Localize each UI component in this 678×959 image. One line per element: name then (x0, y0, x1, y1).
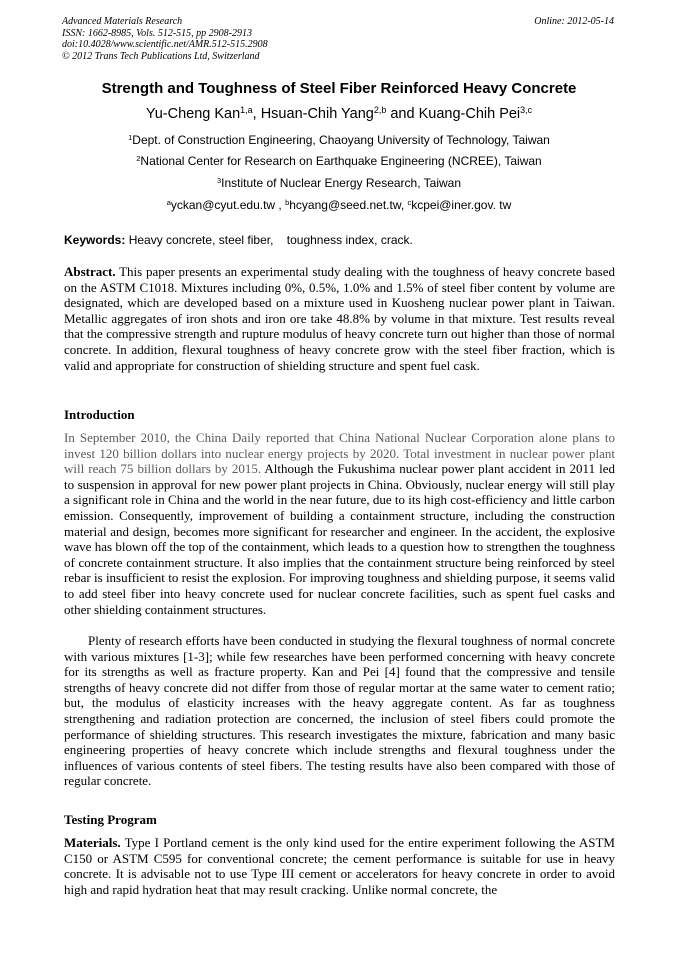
keywords-label: Keywords: (64, 233, 126, 247)
affiliation-text: National Center for Research on Earthquake Engineering (NCREE), Taiwan (140, 154, 542, 168)
introduction-heading: Introduction (64, 407, 135, 422)
paper-title: Strength and Toughness of Steel Fiber Reinforced Heavy Concrete (101, 80, 577, 97)
email-line (0, 198, 678, 212)
affiliation (0, 133, 678, 147)
affiliation-sup: 3 (216, 175, 222, 185)
author-list (0, 106, 678, 122)
keywords-text: Heavy concrete, steel fiber, toughness index, crack. (125, 233, 413, 247)
author-sup: 3,c (520, 105, 533, 116)
intro-text: Although the Fukushima nuclear power plant accident in 2011 led to suspension in approval for new power plant projects in China. Obviously, nuclear energy will still play a significant role in China and the world in the near future, due to its high cost-efficiency and little carbon emission. Consequently, improvement of building a containment structure, including the construction material and design, becomes more significant for researcher and engineer. In the accident, the explosive wave has blown off the top of the containment, which leads to a question how to strengthen the toughness of concrete containment structure. It also implies that the containment structure being reinforced by steel rebar is insufficient to resist the explosion. For improving toughness and shielding purpose, it seems valid to add steel fiber into heavy concrete used for nuclear concrete facilities, such as spent fuel casks and other shielding containment structures. (64, 461, 615, 617)
intro-gray-text: In September 2010, the China Daily reported that China National Nuclear Corporation alone plans to invest 120 billion dollars into nuclear energy projects by 2020. Total investment in nuclear power plant will reach 75 billion dollars by 2015. (64, 430, 615, 477)
affiliation-text: Dept. of Construction Engineering, Chaoyang University of Technology, Taiwan (132, 133, 550, 147)
online-date: Online: 2012-05-14 (534, 16, 614, 27)
author-name: and Kuang-Chih Pei (386, 106, 521, 122)
author-sup: 1,a (240, 105, 253, 116)
testing-program-heading: Testing Program (64, 812, 157, 827)
introduction-paragraph-2: Plenty of research efforts have been conducted in studying the flexural toughness of normal concrete with various mixtures [1-3]; while few researches have been performed concerning with heavy concrete for its strengths as well as fracture property. Kan and Pei [4] found that the compressive and tensile strengths of heavy concrete did not differ from those of regular mortar at the same water to cement ratio; but, the modulus of elasticity increases with the heavy aggregate content. As far as toughness strengthening and radiation protection are concerned, the inclusion of steel fibers could promote the performance of shielding structures. This research investigates the mixture, fabrication and many basic engineering properties of heavy concrete which include strengths and flexural toughness under the influences of various contents of steel fibers. The testing results have also been compared with those of regular concrete. (64, 633, 615, 789)
materials-text: Type I Portland cement is the only kind used for the entire experiment following the ASTM C150 or ASTM C595 for conventional concrete; the cement performance is suitable for use in heavy concrete. It is advisable not to use Type III cement or accelerators for heavy concrete in order to avoid high and rapid hydration heat that may result cracking. Unlike normal concrete, the (64, 835, 615, 897)
abstract-label: Abstract. (64, 264, 116, 279)
affiliation-text: Institute of Nuclear Energy Research, Taiwan (221, 176, 462, 190)
journal-name: Advanced Materials Research (62, 16, 183, 27)
affiliation (0, 154, 678, 168)
abstract-text: This paper presents an experimental study dealing with the toughness of heavy concrete based on the ASTM C1018. Mixtures including 0%, 0.5%, 1.0% and 1.5% of steel fiber content by volume are designated, which are developed based on a mixture used in Kuosheng nuclear power plant in Taiwan. Metallic aggregates of iron shots and iron ore take 48.8% by volume in that mixture. Test results reveal that the compressive strength and rupture modulus of heavy concrete turn out higher than those of normal concrete. In addition, flexural toughness of heavy concrete grow with the steel fiber fraction, which is valid and appropriate for construction of shielding structure and spent fuel cask. (64, 264, 615, 373)
email-sup: b (285, 197, 290, 207)
email-text: kcpei@iner.gov. tw (411, 198, 512, 212)
affiliation-sup: 2 (136, 153, 141, 163)
author-name: , Hsuan-Chih Yang (252, 106, 374, 122)
affiliation-sup: 1 (128, 132, 133, 142)
journal-header (62, 16, 268, 62)
email-text: hcyang@seed.net.tw, (289, 198, 408, 212)
author-name: Yu-Cheng Kan (145, 106, 241, 122)
keywords (64, 233, 616, 247)
affiliation (0, 176, 678, 190)
email-text: yckan@cyut.edu.tw , (170, 198, 286, 212)
email-sup: c (407, 197, 412, 207)
materials-label: Materials. (64, 835, 121, 850)
author-sup: 2,b (373, 105, 387, 116)
abstract-paragraph (64, 264, 615, 373)
issn-line: ISSN: 1662-8985, Vols. 512-515, pp 2908-2913 (62, 27, 252, 39)
email-sup: a (166, 197, 171, 207)
copyright-line: © 2012 Trans Tech Publications Ltd, Switzerland (62, 50, 260, 62)
materials-paragraph (64, 835, 615, 897)
doi-line: doi:10.4028/www.scientific.net/AMR.512-515.2908 (62, 39, 268, 50)
introduction-paragraph (64, 430, 615, 617)
